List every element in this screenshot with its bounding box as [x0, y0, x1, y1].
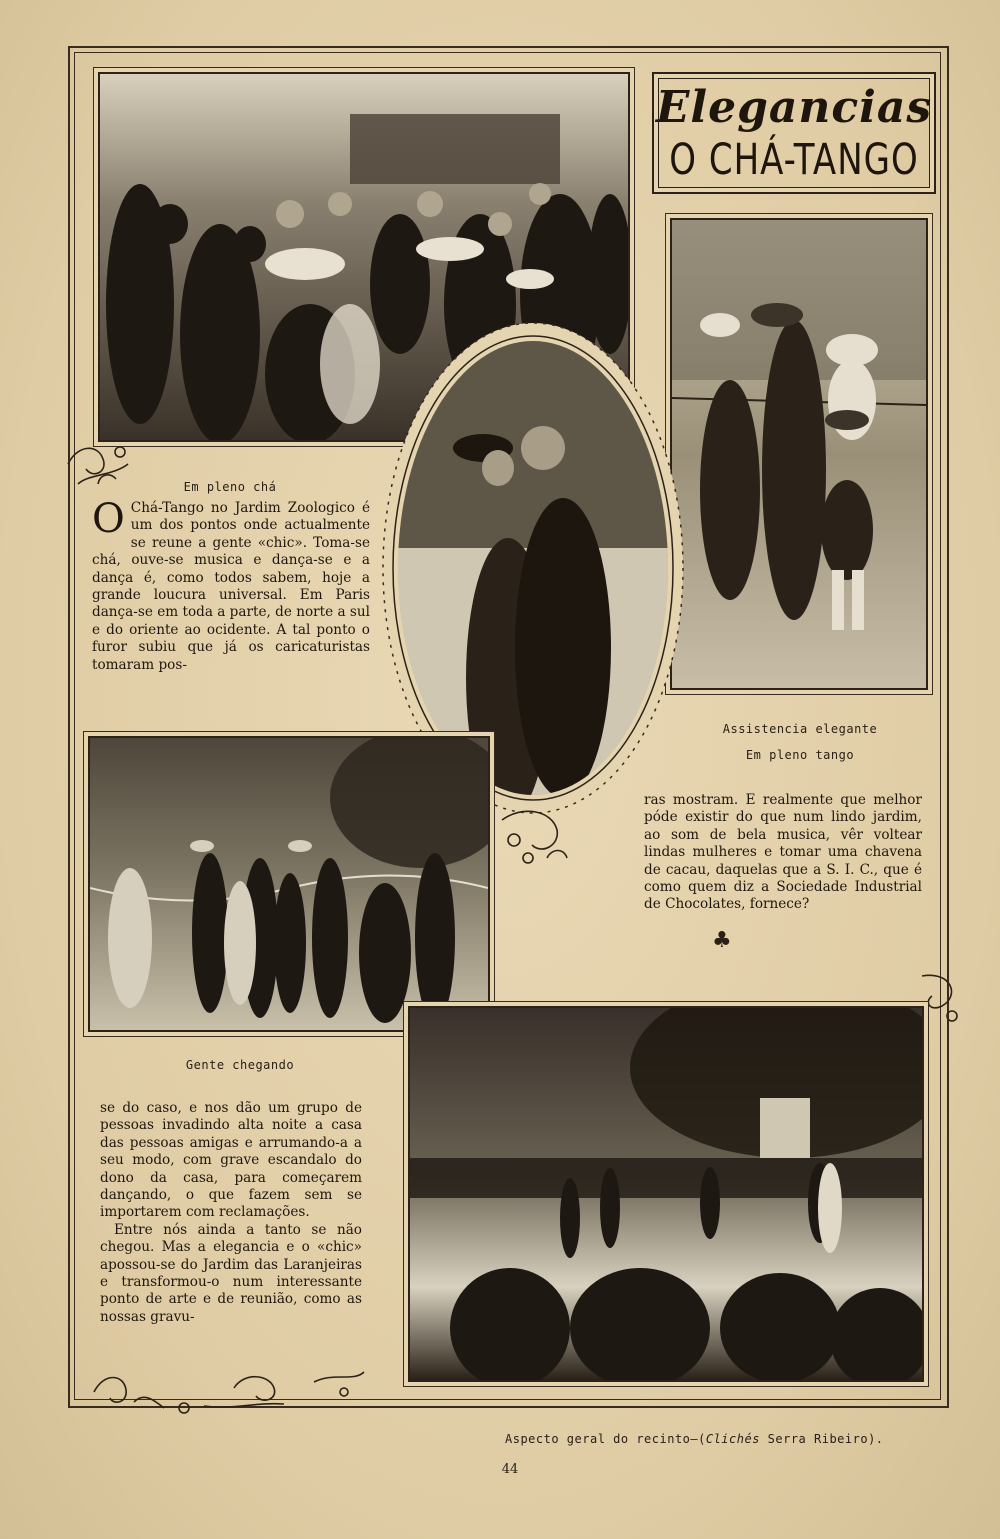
scroll-ornament-bottom-left	[84, 1352, 384, 1420]
article-column-1	[92, 496, 370, 674]
caption-aspecto-geral	[505, 1432, 905, 1446]
article-column-3	[644, 792, 922, 914]
caption-assistencia-elegante: Assistencia elegante	[722, 722, 878, 736]
article-column-2	[100, 1100, 362, 1326]
page-title: Elegancias	[655, 82, 933, 133]
photo-people-arriving	[88, 736, 490, 1032]
title-box	[652, 72, 936, 194]
caption-em-pleno-tango: Em pleno tango	[745, 748, 855, 762]
caption-bottom-italic: Clichés	[705, 1432, 760, 1446]
caption-em-pleno-cha: Em pleno chá	[183, 480, 277, 494]
caption-gente-chegando: Gente chegando	[185, 1058, 295, 1072]
caption-bottom-suffix: Serra Ribeiro).	[759, 1432, 884, 1446]
caption-bottom-prefix: Aspecto geral do recinto—(	[505, 1432, 706, 1446]
scroll-ornament-top-left	[58, 424, 138, 494]
article-col2-paragraph-2: Entre nós ainda a tanto se não chegou. Mas a elegancia e o «chic» apossou-se do Jardim das Laranjeiras e transformou-o num interessante ponto de arte e de reunião, como as nossas gravu-	[100, 1221, 362, 1325]
drop-cap: O	[92, 496, 125, 542]
photo-elegant-audience	[670, 218, 928, 690]
club-ornament-icon: ♣	[712, 928, 732, 953]
photo-general-view	[408, 1006, 924, 1382]
article-col1-text: Chá-Tango no Jardim Zoologico é um dos pontos onde actualmente se reune a gente «chic». Toma-se chá, ouve-se musica e dança-se e a dança é, como todos sabem, hoje a grande loucura universal. Em Paris dança-se em toda a parte, de norte a sul e do oriente ao ocidente. A tal ponto o furor subiu que já os caricaturistas tomaram pos-	[92, 500, 370, 673]
page-subtitle: O CHÁ-TANGO	[669, 135, 919, 185]
page-number: 44	[501, 1462, 519, 1477]
scroll-ornament-center	[492, 800, 572, 870]
article-col2-paragraph-1: se do caso, e nos dão um grupo de pessoas invadindo alta noite a casa das pessoas amigas e arrumando-a a seu modo, com grave escandalo do dono da casa, para começarem dançando, o que fazem sem se importarem com reclamações.	[100, 1100, 362, 1221]
article-col3-text: ras mostram. E realmente que melhor póde existir do que num lindo jardim, ao som de bela musica, vêr voltear lindas mulheres e tomar uma chavena de cacau, daquelas que a S. I. C., que é como quem diz a Sociedade Industrial de Chocolates, fornece?	[644, 792, 922, 913]
